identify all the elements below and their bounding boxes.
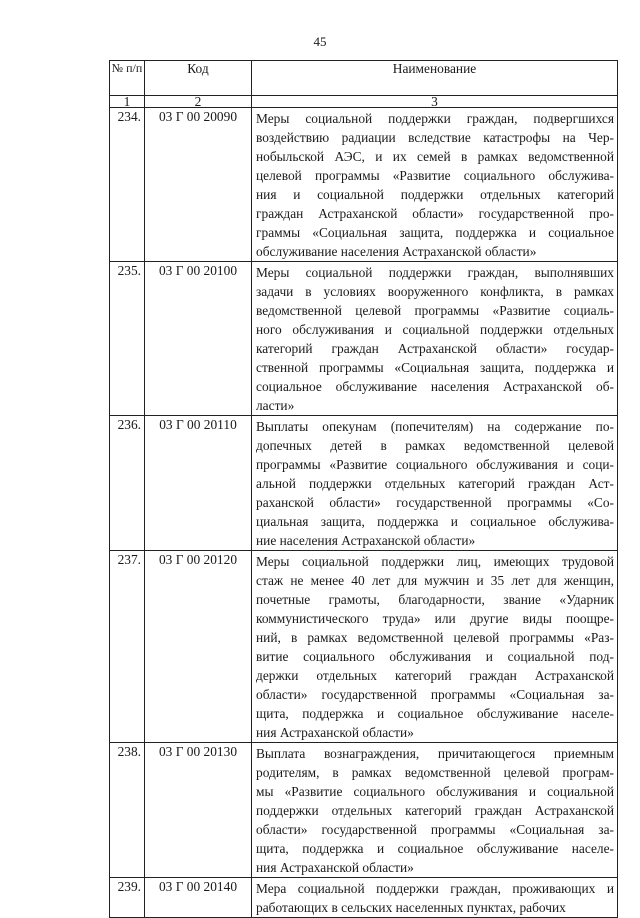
row-number: 238. <box>110 743 145 878</box>
table-row <box>110 262 618 416</box>
description-line: целевой программы «Развитие социального обслужива- <box>256 168 614 183</box>
budget-code-table <box>109 60 618 918</box>
row-description <box>252 262 618 416</box>
row-code: 03 Г 00 20090 <box>145 108 252 262</box>
description-line: мы «Развитие социального обслуживания и социальной <box>256 784 614 799</box>
description-line: граммы «Социальная защита, поддержка и социальное <box>256 225 614 240</box>
page-number: 45 <box>313 34 327 49</box>
table-row <box>110 551 618 743</box>
description-line: ного обслуживания и социальной поддержки отдельных <box>256 322 614 337</box>
description-line: стаж не менее 40 лет для мужчин и 35 лет для женщин, <box>256 573 614 588</box>
description-line: ние населения Астраханской области» <box>256 533 476 548</box>
description-line: категорий граждан Астраханской области» государ- <box>256 341 614 356</box>
description-line: обслуживание населения Астраханской области» <box>256 244 537 259</box>
row-code: 03 Г 00 20130 <box>145 743 252 878</box>
row-code: 03 Г 00 20100 <box>145 262 252 416</box>
description-line: ведомственной целевой программы «Развитие социаль- <box>256 303 614 318</box>
row-number: 236. <box>110 416 145 551</box>
description-line: циальная защита, поддержка и социальное обслужива- <box>256 514 614 529</box>
description-line: Меры социальной поддержки лиц, имеющих трудовой <box>256 554 614 569</box>
description-line: допечных детей в рамках ведомственной целевой <box>256 438 614 453</box>
description-line: социальное обслуживание населения Астраханской об- <box>256 379 614 394</box>
description-line: щита, поддержка и социальное обслуживание населе- <box>256 706 614 721</box>
description-line: нобыльской АЭС, и их семей в рамках ведомственной <box>256 149 614 164</box>
description-line: работающих в сельских населенных пунктах, рабочих <box>256 900 566 915</box>
description-line: коммунистического труда» или другие виды поощре- <box>256 611 614 626</box>
table-row <box>110 416 618 551</box>
header-num: № п/п <box>110 61 145 96</box>
row-number: 237. <box>110 551 145 743</box>
column-index-2: 2 <box>145 96 252 108</box>
description-line: почетные грамоты, благодарности, звание «Ударник <box>256 592 614 607</box>
description-line: ния и социальной поддержки отдельных категорий <box>256 187 614 202</box>
description-line: ния Астраханской области» <box>256 725 414 740</box>
row-number: 239. <box>110 878 145 918</box>
description-line: Мера социальной поддержки граждан, проживающих и <box>256 881 614 896</box>
row-description <box>252 108 618 262</box>
table-row <box>110 743 618 878</box>
row-description <box>252 416 618 551</box>
row-code: 03 Г 00 20120 <box>145 551 252 743</box>
description-line: задачи в условиях вооруженного конфликта, в рамках <box>256 284 614 299</box>
description-line: альной поддержки отдельных категорий граждан Аст- <box>256 476 614 491</box>
description-line: области» государственной программы «Социальная за- <box>256 822 614 837</box>
row-code: 03 Г 00 20110 <box>145 416 252 551</box>
description-line: витие социального обслуживания и социальной под- <box>256 649 614 664</box>
description-line: воздействию радиации вследствие катастрофы на Чер- <box>256 130 614 145</box>
table-row <box>110 108 618 262</box>
table-row <box>110 878 618 918</box>
row-number: 235. <box>110 262 145 416</box>
description-line: ственной программы «Социальная защита, поддержка и <box>256 360 614 375</box>
row-description <box>252 743 618 878</box>
description-line: ласти» <box>256 398 295 413</box>
column-index-3: 3 <box>252 96 618 108</box>
table-header-row <box>110 61 618 96</box>
description-line: ний, в рамках ведомственной целевой программы «Раз- <box>256 630 614 645</box>
header-code: Код <box>145 61 252 96</box>
column-index-row <box>110 96 618 108</box>
header-name: Наименование <box>252 61 618 96</box>
description-line: Меры социальной поддержки граждан, подвергшихся <box>256 111 614 126</box>
description-line: раханской области» государственной программы «Со- <box>256 495 614 510</box>
description-line: ния Астраханской области» <box>256 860 414 875</box>
description-line: Выплата вознаграждения, причитающегося приемным <box>256 746 614 761</box>
row-description <box>252 878 618 918</box>
description-line: Меры социальной поддержки граждан, выполнявших <box>256 265 614 280</box>
row-number: 234. <box>110 108 145 262</box>
description-line: области» государственной программы «Социальная за- <box>256 687 614 702</box>
description-line: программы «Развитие социального обслуживания и соци- <box>256 457 614 472</box>
row-description <box>252 551 618 743</box>
description-line: поддержки отдельных категорий граждан Астраханской <box>256 803 614 818</box>
description-line: родителям, в рамках ведомственной целевой програм- <box>256 765 614 780</box>
description-line: щита, поддержка и социальное обслуживание населе- <box>256 841 614 856</box>
description-line: держки отдельных категорий граждан Астраханской <box>256 668 614 683</box>
description-line: граждан Астраханской области» государственной про- <box>256 206 614 221</box>
description-line: Выплаты опекунам (попечителям) на содержание по- <box>256 419 614 434</box>
row-code: 03 Г 00 20140 <box>145 878 252 918</box>
column-index-1: 1 <box>110 96 145 108</box>
